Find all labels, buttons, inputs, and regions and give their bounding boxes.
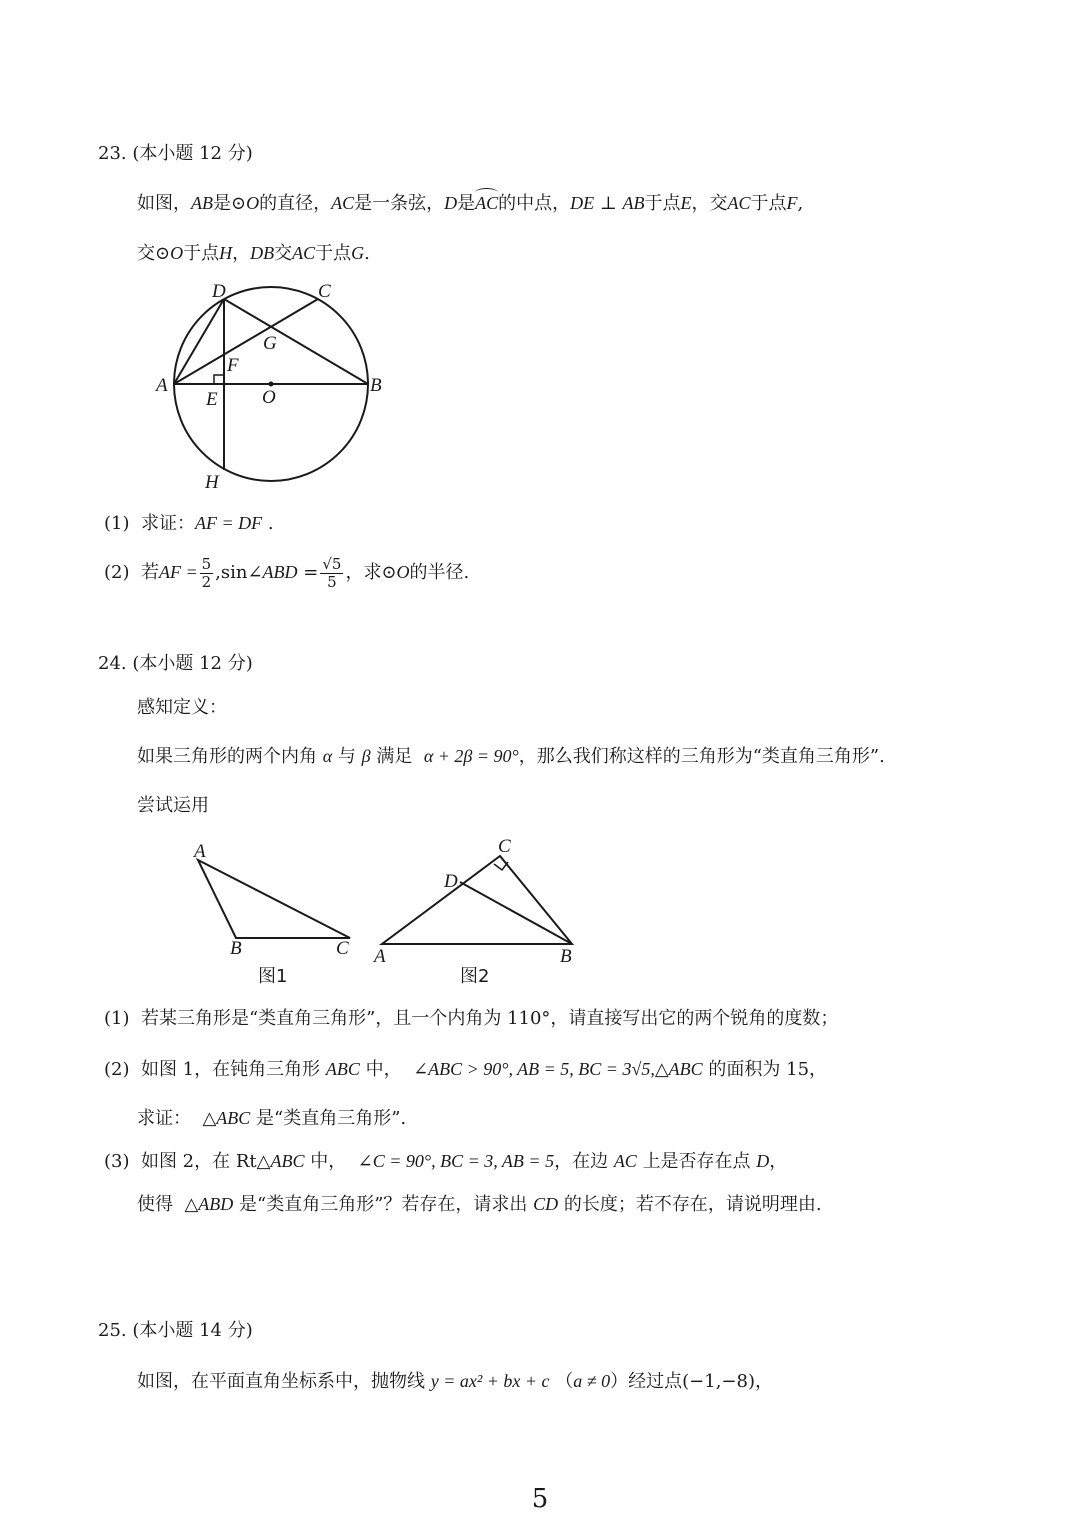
q23-part1: (1) 求证：AF = DF . bbox=[104, 513, 274, 534]
label-h: H bbox=[205, 472, 219, 493]
label-a: A bbox=[156, 375, 168, 396]
fig2-label-a: A bbox=[374, 946, 386, 967]
q24-part3-line2: 使得 △ABD 是“类直角三角形”？若存在，请求出 CD 的长度；若不存在，请说明理由. bbox=[137, 1194, 822, 1215]
fig2-caption: 图2 bbox=[460, 966, 490, 987]
fig1-label-a: A bbox=[194, 841, 206, 862]
q24-part2-proof: 求证： △ABC 是“类直角三角形”. bbox=[137, 1108, 407, 1129]
q24-header: 24. (本小题 12 分) bbox=[98, 653, 253, 674]
label-b: B bbox=[370, 375, 382, 396]
q24-try-title: 尝试运用 bbox=[137, 795, 209, 816]
q24-definition: 如果三角形的两个内角 α 与 β 满足 α + 2β = 90°，那么我们称这样的三角形为“类直角三角形”. bbox=[137, 746, 885, 767]
q25-header: 25. (本小题 14 分) bbox=[98, 1320, 253, 1341]
q25-stem: 如图，在平面直角坐标系中，抛物线 y = ax² + bx + c （a ≠ 0）经过点(−1,−8)， bbox=[137, 1371, 773, 1392]
page-number: 5 bbox=[531, 1484, 549, 1514]
q24-def-title: 感知定义： bbox=[137, 697, 227, 718]
center-point-o bbox=[269, 382, 274, 387]
fig2-label-b: B bbox=[560, 946, 572, 967]
q24-part2: (2) 如图 1，在钝角三角形 ABC 中， ∠ABC > 90°, AB = 5, BC = 3√5,△ABC 的面积为 15， bbox=[104, 1059, 828, 1080]
label-c: C bbox=[318, 281, 331, 302]
label-d: D bbox=[212, 281, 226, 302]
q24-part1: (1) 若某三角形是“类直角三角形”，且一个内角为 110°，请直接写出它的两个锐角的度数； bbox=[104, 1008, 839, 1029]
q23-part2: (2) 若AF = $\frac{5}{2}$ ,sin∠ABD = $\frac{√5}{5}$ ，求⊙O的半径. bbox=[104, 554, 470, 591]
fig2-label-d: D bbox=[444, 871, 458, 892]
fig2-triangle bbox=[382, 856, 572, 944]
arc-AC: AC bbox=[475, 193, 499, 213]
q23-stem-line1: 如图，AB是⊙O的直径，AC是一条弦，D是AC的中点，DE ⊥ AB于点E，交AC于点F, bbox=[137, 193, 804, 214]
fig1-label-b: B bbox=[230, 938, 242, 959]
fig1-caption: 图1 bbox=[258, 966, 288, 987]
q23-stem-line2: 交⊙O于点H，DB交AC于点G. bbox=[137, 243, 370, 264]
label-e: E bbox=[206, 389, 218, 410]
fig2-segment-bd bbox=[460, 882, 572, 944]
label-f: F bbox=[227, 355, 239, 376]
fraction-sqrt5-over-5: $\frac{√5}{5}$ bbox=[322, 554, 342, 591]
fig2-label-c: C bbox=[498, 836, 511, 857]
fraction-5-over-2: $\frac{5}{2}$ bbox=[201, 554, 212, 591]
q23-circle-figure bbox=[150, 275, 400, 500]
fig1-label-c: C bbox=[336, 938, 349, 959]
right-angle-mark bbox=[214, 375, 224, 384]
q24-part3: (3) 如图 2，在 Rt△ABC 中， ∠C = 90°, BC = 3, AB = 5，在边 AC 上是否存在点 D， bbox=[104, 1151, 788, 1172]
segment-da bbox=[174, 299, 224, 384]
label-o: O bbox=[262, 387, 276, 408]
label-g: G bbox=[263, 333, 277, 354]
fig1-triangle bbox=[198, 860, 350, 938]
q23-header: 23. (本小题 12 分) bbox=[98, 143, 253, 164]
q24-figures bbox=[180, 830, 600, 995]
